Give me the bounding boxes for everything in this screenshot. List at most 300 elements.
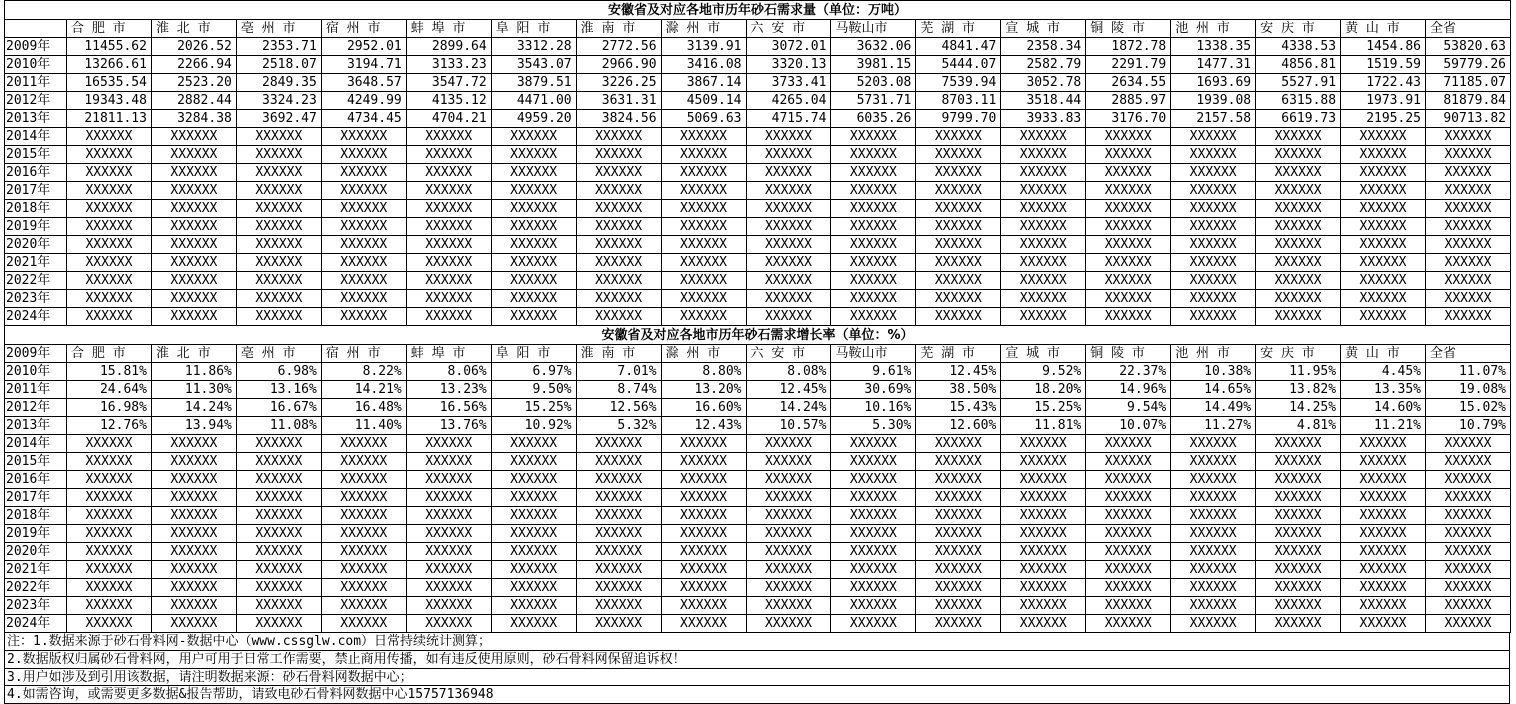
data-cell[interactable]: XXXXXX xyxy=(67,182,152,200)
data-cell[interactable]: XXXXXX xyxy=(1001,435,1086,453)
data-cell[interactable]: XXXXXX xyxy=(576,597,661,615)
table2-column-header[interactable]: 淮 南 市 xyxy=(576,345,661,363)
data-cell[interactable]: XXXXXX xyxy=(236,615,321,633)
data-cell[interactable]: XXXXXX xyxy=(1001,272,1086,290)
data-cell[interactable]: 13.23% xyxy=(406,381,491,399)
data-cell[interactable]: XXXXXX xyxy=(746,471,831,489)
data-cell[interactable]: XXXXXX xyxy=(1341,579,1426,597)
data-cell[interactable]: XXXXXX xyxy=(67,597,152,615)
data-cell[interactable]: 9.61% xyxy=(831,363,916,381)
table2-title[interactable]: 安徽省及对应各地市历年砂石需求增长率（单位：%） xyxy=(5,326,1511,345)
year-cell[interactable]: 2018年 xyxy=(5,507,67,525)
data-cell[interactable]: 4.45% xyxy=(1341,363,1426,381)
data-cell[interactable]: XXXXXX xyxy=(236,182,321,200)
table2-column-header[interactable]: 亳 州 市 xyxy=(236,345,321,363)
data-cell[interactable]: XXXXXX xyxy=(1171,507,1256,525)
data-cell[interactable]: XXXXXX xyxy=(746,254,831,272)
data-cell[interactable]: XXXXXX xyxy=(1086,471,1171,489)
data-cell[interactable]: XXXXXX xyxy=(151,218,236,236)
data-cell[interactable]: XXXXXX xyxy=(321,254,406,272)
data-cell[interactable]: XXXXXX xyxy=(1341,182,1426,200)
data-cell[interactable]: XXXXXX xyxy=(576,489,661,507)
data-cell[interactable]: 12.43% xyxy=(661,417,746,435)
table1-column-header[interactable]: 宣 城 市 xyxy=(1001,20,1086,38)
data-cell[interactable]: XXXXXX xyxy=(1341,218,1426,236)
data-cell[interactable]: XXXXXX xyxy=(916,561,1001,579)
data-cell[interactable]: XXXXXX xyxy=(236,218,321,236)
data-cell[interactable]: XXXXXX xyxy=(1426,182,1511,200)
year-cell[interactable]: 2013年 xyxy=(5,110,67,128)
data-cell[interactable]: 11.86% xyxy=(151,363,236,381)
table2-column-header[interactable]: 马鞍山市 xyxy=(831,345,916,363)
data-cell[interactable]: XXXXXX xyxy=(1426,200,1511,218)
data-cell[interactable]: XXXXXX xyxy=(1086,615,1171,633)
data-cell[interactable]: XXXXXX xyxy=(67,615,152,633)
data-cell[interactable]: XXXXXX xyxy=(661,290,746,308)
data-cell[interactable]: XXXXXX xyxy=(406,507,491,525)
data-cell[interactable]: 2966.90 xyxy=(576,56,661,74)
data-cell[interactable]: 3133.23 xyxy=(406,56,491,74)
data-cell[interactable]: XXXXXX xyxy=(236,254,321,272)
data-cell[interactable]: XXXXXX xyxy=(67,453,152,471)
data-cell[interactable]: 15.81% xyxy=(67,363,152,381)
data-cell[interactable]: XXXXXX xyxy=(916,218,1001,236)
data-cell[interactable]: 10.79% xyxy=(1426,417,1511,435)
data-cell[interactable]: 7539.94 xyxy=(916,74,1001,92)
data-cell[interactable]: XXXXXX xyxy=(916,146,1001,164)
data-cell[interactable]: XXXXXX xyxy=(321,128,406,146)
data-cell[interactable]: XXXXXX xyxy=(236,200,321,218)
data-cell[interactable]: XXXXXX xyxy=(746,200,831,218)
data-cell[interactable]: XXXXXX xyxy=(746,435,831,453)
data-cell[interactable]: XXXXXX xyxy=(746,525,831,543)
data-cell[interactable]: 2291.79 xyxy=(1086,56,1171,74)
data-cell[interactable]: XXXXXX xyxy=(1086,128,1171,146)
data-cell[interactable]: XXXXXX xyxy=(236,128,321,146)
data-cell[interactable]: XXXXXX xyxy=(576,561,661,579)
data-cell[interactable]: 16.56% xyxy=(406,399,491,417)
data-cell[interactable]: XXXXXX xyxy=(1171,561,1256,579)
data-cell[interactable]: XXXXXX xyxy=(1171,236,1256,254)
data-cell[interactable]: XXXXXX xyxy=(1426,164,1511,182)
data-cell[interactable]: XXXXXX xyxy=(1426,561,1511,579)
data-cell[interactable]: XXXXXX xyxy=(576,507,661,525)
data-cell[interactable]: XXXXXX xyxy=(1341,236,1426,254)
data-cell[interactable]: XXXXXX xyxy=(1001,290,1086,308)
data-cell[interactable]: XXXXXX xyxy=(1426,615,1511,633)
data-cell[interactable]: 2353.71 xyxy=(236,38,321,56)
data-cell[interactable]: 3052.78 xyxy=(1001,74,1086,92)
data-cell[interactable]: XXXXXX xyxy=(67,146,152,164)
data-cell[interactable]: 5069.63 xyxy=(661,110,746,128)
data-cell[interactable]: XXXXXX xyxy=(1256,146,1341,164)
data-cell[interactable]: XXXXXX xyxy=(746,272,831,290)
data-cell[interactable]: 4704.21 xyxy=(406,110,491,128)
data-cell[interactable]: XXXXXX xyxy=(67,489,152,507)
data-cell[interactable]: XXXXXX xyxy=(1171,543,1256,561)
data-cell[interactable]: 11.27% xyxy=(1171,417,1256,435)
data-cell[interactable]: 3824.56 xyxy=(576,110,661,128)
table1-column-header[interactable]: 亳 州 市 xyxy=(236,20,321,38)
data-cell[interactable]: XXXXXX xyxy=(406,218,491,236)
data-cell[interactable]: XXXXXX xyxy=(1086,308,1171,326)
data-cell[interactable]: XXXXXX xyxy=(236,236,321,254)
data-cell[interactable]: XXXXXX xyxy=(916,543,1001,561)
data-cell[interactable]: XXXXXX xyxy=(576,236,661,254)
data-cell[interactable]: XXXXXX xyxy=(831,471,916,489)
data-cell[interactable]: 14.60% xyxy=(1341,399,1426,417)
data-cell[interactable]: 2885.97 xyxy=(1086,92,1171,110)
data-cell[interactable]: XXXXXX xyxy=(1001,182,1086,200)
data-cell[interactable]: XXXXXX xyxy=(916,290,1001,308)
data-cell[interactable]: 2634.55 xyxy=(1086,74,1171,92)
data-cell[interactable]: 6.97% xyxy=(491,363,576,381)
data-cell[interactable]: XXXXXX xyxy=(576,543,661,561)
data-cell[interactable]: XXXXXX xyxy=(67,435,152,453)
data-cell[interactable]: XXXXXX xyxy=(1341,308,1426,326)
data-cell[interactable]: XXXXXX xyxy=(1256,561,1341,579)
data-cell[interactable]: 2882.44 xyxy=(151,92,236,110)
data-cell[interactable]: XXXXXX xyxy=(151,561,236,579)
data-cell[interactable]: XXXXXX xyxy=(1001,543,1086,561)
data-cell[interactable]: 22.37% xyxy=(1086,363,1171,381)
data-cell[interactable]: XXXXXX xyxy=(151,489,236,507)
data-cell[interactable]: XXXXXX xyxy=(1256,435,1341,453)
data-cell[interactable]: XXXXXX xyxy=(67,561,152,579)
data-cell[interactable]: XXXXXX xyxy=(406,543,491,561)
data-cell[interactable]: 13.82% xyxy=(1256,381,1341,399)
data-cell[interactable]: XXXXXX xyxy=(1086,525,1171,543)
table1-title[interactable]: 安徽省及对应各地市历年砂石需求量（单位：万吨） xyxy=(5,1,1511,20)
data-cell[interactable]: XXXXXX xyxy=(1001,164,1086,182)
data-cell[interactable]: XXXXXX xyxy=(916,507,1001,525)
data-cell[interactable]: XXXXXX xyxy=(1086,200,1171,218)
data-cell[interactable]: XXXXXX xyxy=(661,308,746,326)
data-cell[interactable]: 8.74% xyxy=(576,381,661,399)
data-cell[interactable]: XXXXXX xyxy=(491,164,576,182)
data-cell[interactable]: XXXXXX xyxy=(831,507,916,525)
data-cell[interactable]: XXXXXX xyxy=(1256,543,1341,561)
data-cell[interactable]: 11.21% xyxy=(1341,417,1426,435)
data-cell[interactable]: XXXXXX xyxy=(491,200,576,218)
data-cell[interactable]: XXXXXX xyxy=(67,308,152,326)
data-cell[interactable]: XXXXXX xyxy=(661,218,746,236)
data-cell[interactable]: 3324.23 xyxy=(236,92,321,110)
data-cell[interactable]: XXXXXX xyxy=(406,579,491,597)
data-cell[interactable]: XXXXXX xyxy=(321,471,406,489)
data-cell[interactable]: 3733.41 xyxy=(746,74,831,92)
data-cell[interactable]: 2518.07 xyxy=(236,56,321,74)
data-cell[interactable]: XXXXXX xyxy=(576,128,661,146)
table1-column-header[interactable]: 淮 南 市 xyxy=(576,20,661,38)
data-cell[interactable]: XXXXXX xyxy=(746,453,831,471)
data-cell[interactable]: XXXXXX xyxy=(151,182,236,200)
data-cell[interactable]: 4734.45 xyxy=(321,110,406,128)
data-cell[interactable]: XXXXXX xyxy=(916,615,1001,633)
data-cell[interactable]: XXXXXX xyxy=(916,128,1001,146)
data-cell[interactable]: 11.30% xyxy=(151,381,236,399)
data-cell[interactable]: XXXXXX xyxy=(67,254,152,272)
data-cell[interactable]: XXXXXX xyxy=(1086,543,1171,561)
data-cell[interactable]: 71185.07 xyxy=(1426,74,1511,92)
data-cell[interactable]: 6035.26 xyxy=(831,110,916,128)
data-cell[interactable]: XXXXXX xyxy=(151,525,236,543)
data-cell[interactable]: 11.95% xyxy=(1256,363,1341,381)
data-cell[interactable]: XXXXXX xyxy=(321,164,406,182)
data-cell[interactable]: XXXXXX xyxy=(1341,525,1426,543)
data-cell[interactable]: XXXXXX xyxy=(576,254,661,272)
data-cell[interactable]: XXXXXX xyxy=(916,308,1001,326)
data-cell[interactable]: 1939.08 xyxy=(1171,92,1256,110)
data-cell[interactable]: XXXXXX xyxy=(661,200,746,218)
data-cell[interactable]: XXXXXX xyxy=(1426,218,1511,236)
data-cell[interactable]: XXXXXX xyxy=(1001,146,1086,164)
data-cell[interactable]: XXXXXX xyxy=(67,218,152,236)
data-cell[interactable]: XXXXXX xyxy=(1426,507,1511,525)
data-cell[interactable]: XXXXXX xyxy=(236,597,321,615)
data-cell[interactable]: 9.52% xyxy=(1001,363,1086,381)
data-cell[interactable]: 4959.20 xyxy=(491,110,576,128)
data-cell[interactable]: XXXXXX xyxy=(1001,128,1086,146)
year-cell[interactable]: 2011年 xyxy=(5,381,67,399)
data-cell[interactable]: XXXXXX xyxy=(746,579,831,597)
data-cell[interactable]: XXXXXX xyxy=(831,236,916,254)
data-cell[interactable]: 3547.72 xyxy=(406,74,491,92)
data-cell[interactable]: XXXXXX xyxy=(831,597,916,615)
data-cell[interactable]: 3139.91 xyxy=(661,38,746,56)
year-cell[interactable]: 2021年 xyxy=(5,561,67,579)
data-cell[interactable]: XXXXXX xyxy=(151,272,236,290)
data-cell[interactable]: 4265.04 xyxy=(746,92,831,110)
data-cell[interactable]: XXXXXX xyxy=(831,435,916,453)
data-cell[interactable]: XXXXXX xyxy=(321,272,406,290)
data-cell[interactable]: XXXXXX xyxy=(746,290,831,308)
table1-column-header[interactable]: 阜 阳 市 xyxy=(491,20,576,38)
data-cell[interactable]: XXXXXX xyxy=(661,128,746,146)
data-cell[interactable]: 5527.91 xyxy=(1256,74,1341,92)
data-cell[interactable]: XXXXXX xyxy=(321,182,406,200)
data-cell[interactable]: XXXXXX xyxy=(746,597,831,615)
data-cell[interactable]: 11.08% xyxy=(236,417,321,435)
data-cell[interactable]: XXXXXX xyxy=(1171,182,1256,200)
data-cell[interactable]: XXXXXX xyxy=(236,290,321,308)
data-cell[interactable]: 4338.53 xyxy=(1256,38,1341,56)
data-cell[interactable]: XXXXXX xyxy=(661,272,746,290)
data-cell[interactable]: 4715.74 xyxy=(746,110,831,128)
table1-column-header[interactable]: 安 庆 市 xyxy=(1256,20,1341,38)
data-cell[interactable]: 14.49% xyxy=(1171,399,1256,417)
data-cell[interactable]: XXXXXX xyxy=(1256,507,1341,525)
year-cell[interactable]: 2022年 xyxy=(5,272,67,290)
data-cell[interactable]: XXXXXX xyxy=(746,615,831,633)
data-cell[interactable]: XXXXXX xyxy=(1426,254,1511,272)
data-cell[interactable]: XXXXXX xyxy=(1171,290,1256,308)
data-cell[interactable]: XXXXXX xyxy=(1256,254,1341,272)
data-cell[interactable]: XXXXXX xyxy=(151,236,236,254)
data-cell[interactable]: XXXXXX xyxy=(1426,543,1511,561)
data-cell[interactable]: 24.64% xyxy=(67,381,152,399)
data-cell[interactable]: 5203.08 xyxy=(831,74,916,92)
data-cell[interactable]: XXXXXX xyxy=(746,507,831,525)
data-cell[interactable]: XXXXXX xyxy=(151,471,236,489)
data-cell[interactable]: 4135.12 xyxy=(406,92,491,110)
data-cell[interactable]: XXXXXX xyxy=(916,164,1001,182)
data-cell[interactable]: XXXXXX xyxy=(406,236,491,254)
data-cell[interactable]: 9799.70 xyxy=(916,110,1001,128)
data-cell[interactable]: 4856.81 xyxy=(1256,56,1341,74)
data-cell[interactable]: XXXXXX xyxy=(1256,290,1341,308)
data-cell[interactable]: XXXXXX xyxy=(661,236,746,254)
data-cell[interactable]: 15.43% xyxy=(916,399,1001,417)
data-cell[interactable]: XXXXXX xyxy=(1426,290,1511,308)
data-cell[interactable]: 3692.47 xyxy=(236,110,321,128)
data-cell[interactable]: XXXXXX xyxy=(1001,615,1086,633)
data-cell[interactable]: XXXXXX xyxy=(831,146,916,164)
data-cell[interactable]: XXXXXX xyxy=(1256,453,1341,471)
data-cell[interactable]: 5444.07 xyxy=(916,56,1001,74)
data-cell[interactable]: 12.76% xyxy=(67,417,152,435)
data-cell[interactable]: XXXXXX xyxy=(406,597,491,615)
data-cell[interactable]: XXXXXX xyxy=(406,128,491,146)
table1-column-header[interactable]: 芜 湖 市 xyxy=(916,20,1001,38)
data-cell[interactable]: XXXXXX xyxy=(661,182,746,200)
data-cell[interactable]: XXXXXX xyxy=(321,507,406,525)
data-cell[interactable]: 14.24% xyxy=(151,399,236,417)
year-cell[interactable]: 2017年 xyxy=(5,489,67,507)
data-cell[interactable]: XXXXXX xyxy=(491,579,576,597)
data-cell[interactable]: 1477.31 xyxy=(1171,56,1256,74)
data-cell[interactable]: XXXXXX xyxy=(236,579,321,597)
data-cell[interactable]: 8.08% xyxy=(746,363,831,381)
table2-column-header[interactable]: 淮 北 市 xyxy=(151,345,236,363)
data-cell[interactable]: XXXXXX xyxy=(67,128,152,146)
data-cell[interactable]: XXXXXX xyxy=(491,218,576,236)
data-cell[interactable]: XXXXXX xyxy=(321,525,406,543)
table1-column-header[interactable]: 滁 州 市 xyxy=(661,20,746,38)
data-cell[interactable]: 16535.54 xyxy=(67,74,152,92)
data-cell[interactable]: XXXXXX xyxy=(1001,308,1086,326)
table1-column-header[interactable]: 铜 陵 市 xyxy=(1086,20,1171,38)
data-cell[interactable]: XXXXXX xyxy=(406,308,491,326)
data-cell[interactable]: XXXXXX xyxy=(661,453,746,471)
data-cell[interactable]: XXXXXX xyxy=(1001,579,1086,597)
data-cell[interactable]: XXXXXX xyxy=(1341,146,1426,164)
year-cell[interactable]: 2014年 xyxy=(5,435,67,453)
data-cell[interactable]: XXXXXX xyxy=(67,290,152,308)
data-cell[interactable]: XXXXXX xyxy=(1426,128,1511,146)
data-cell[interactable]: XXXXXX xyxy=(916,453,1001,471)
data-cell[interactable]: XXXXXX xyxy=(1171,471,1256,489)
data-cell[interactable]: 15.25% xyxy=(491,399,576,417)
year-cell[interactable]: 2020年 xyxy=(5,543,67,561)
data-cell[interactable]: XXXXXX xyxy=(1426,146,1511,164)
data-cell[interactable]: XXXXXX xyxy=(1256,471,1341,489)
data-cell[interactable]: XXXXXX xyxy=(576,182,661,200)
data-cell[interactable]: XXXXXX xyxy=(1341,615,1426,633)
data-cell[interactable]: XXXXXX xyxy=(1256,200,1341,218)
data-cell[interactable]: XXXXXX xyxy=(236,507,321,525)
data-cell[interactable]: XXXXXX xyxy=(916,435,1001,453)
year-cell[interactable]: 2016年 xyxy=(5,471,67,489)
data-cell[interactable]: XXXXXX xyxy=(491,597,576,615)
data-cell[interactable]: XXXXXX xyxy=(151,254,236,272)
data-cell[interactable]: XXXXXX xyxy=(67,272,152,290)
data-cell[interactable]: 4.81% xyxy=(1256,417,1341,435)
data-cell[interactable]: XXXXXX xyxy=(1341,543,1426,561)
data-cell[interactable]: XXXXXX xyxy=(831,453,916,471)
data-cell[interactable]: XXXXXX xyxy=(406,561,491,579)
year-cell[interactable]: 2014年 xyxy=(5,128,67,146)
year-cell[interactable]: 2013年 xyxy=(5,417,67,435)
data-cell[interactable]: XXXXXX xyxy=(491,471,576,489)
data-cell[interactable]: XXXXXX xyxy=(1171,525,1256,543)
data-cell[interactable]: 3284.38 xyxy=(151,110,236,128)
data-cell[interactable]: XXXXXX xyxy=(1086,254,1171,272)
data-cell[interactable]: XXXXXX xyxy=(67,200,152,218)
year-cell[interactable]: 2012年 xyxy=(5,399,67,417)
data-cell[interactable]: XXXXXX xyxy=(831,254,916,272)
data-cell[interactable]: 8.22% xyxy=(321,363,406,381)
data-cell[interactable]: XXXXXX xyxy=(1426,453,1511,471)
data-cell[interactable]: XXXXXX xyxy=(661,435,746,453)
year-cell[interactable]: 2015年 xyxy=(5,453,67,471)
data-cell[interactable]: XXXXXX xyxy=(831,182,916,200)
data-cell[interactable]: 10.57% xyxy=(746,417,831,435)
data-cell[interactable]: XXXXXX xyxy=(67,525,152,543)
data-cell[interactable]: 2523.20 xyxy=(151,74,236,92)
data-cell[interactable]: 2266.94 xyxy=(151,56,236,74)
data-cell[interactable]: XXXXXX xyxy=(1256,128,1341,146)
data-cell[interactable]: XXXXXX xyxy=(1341,561,1426,579)
data-cell[interactable]: XXXXXX xyxy=(576,218,661,236)
data-cell[interactable]: 3226.25 xyxy=(576,74,661,92)
data-cell[interactable]: XXXXXX xyxy=(406,164,491,182)
data-cell[interactable]: 13.35% xyxy=(1341,381,1426,399)
data-cell[interactable]: XXXXXX xyxy=(916,597,1001,615)
data-cell[interactable]: 12.56% xyxy=(576,399,661,417)
data-cell[interactable]: XXXXXX xyxy=(576,146,661,164)
data-cell[interactable]: XXXXXX xyxy=(406,615,491,633)
year-cell[interactable]: 2019年 xyxy=(5,218,67,236)
data-cell[interactable]: XXXXXX xyxy=(1171,597,1256,615)
data-cell[interactable]: XXXXXX xyxy=(1171,200,1256,218)
data-cell[interactable]: 21811.13 xyxy=(67,110,152,128)
data-cell[interactable]: XXXXXX xyxy=(916,579,1001,597)
data-cell[interactable]: XXXXXX xyxy=(491,128,576,146)
data-cell[interactable]: XXXXXX xyxy=(151,290,236,308)
data-cell[interactable]: XXXXXX xyxy=(491,525,576,543)
data-cell[interactable]: XXXXXX xyxy=(576,308,661,326)
year-cell[interactable]: 2018年 xyxy=(5,200,67,218)
data-cell[interactable]: 3648.57 xyxy=(321,74,406,92)
data-cell[interactable]: 1872.78 xyxy=(1086,38,1171,56)
year-cell[interactable]: 2021年 xyxy=(5,254,67,272)
data-cell[interactable]: XXXXXX xyxy=(67,236,152,254)
data-cell[interactable]: XXXXXX xyxy=(1086,236,1171,254)
data-cell[interactable]: XXXXXX xyxy=(406,182,491,200)
data-cell[interactable]: 2195.25 xyxy=(1341,110,1426,128)
data-cell[interactable]: 2849.35 xyxy=(236,74,321,92)
data-cell[interactable]: XXXXXX xyxy=(1171,254,1256,272)
data-cell[interactable]: 9.54% xyxy=(1086,399,1171,417)
data-cell[interactable]: XXXXXX xyxy=(746,489,831,507)
data-cell[interactable]: XXXXXX xyxy=(1256,272,1341,290)
data-cell[interactable]: 11.40% xyxy=(321,417,406,435)
data-cell[interactable]: 3072.01 xyxy=(746,38,831,56)
table2-column-header[interactable]: 全省 xyxy=(1426,345,1511,363)
data-cell[interactable]: 3981.15 xyxy=(831,56,916,74)
data-cell[interactable]: XXXXXX xyxy=(576,164,661,182)
